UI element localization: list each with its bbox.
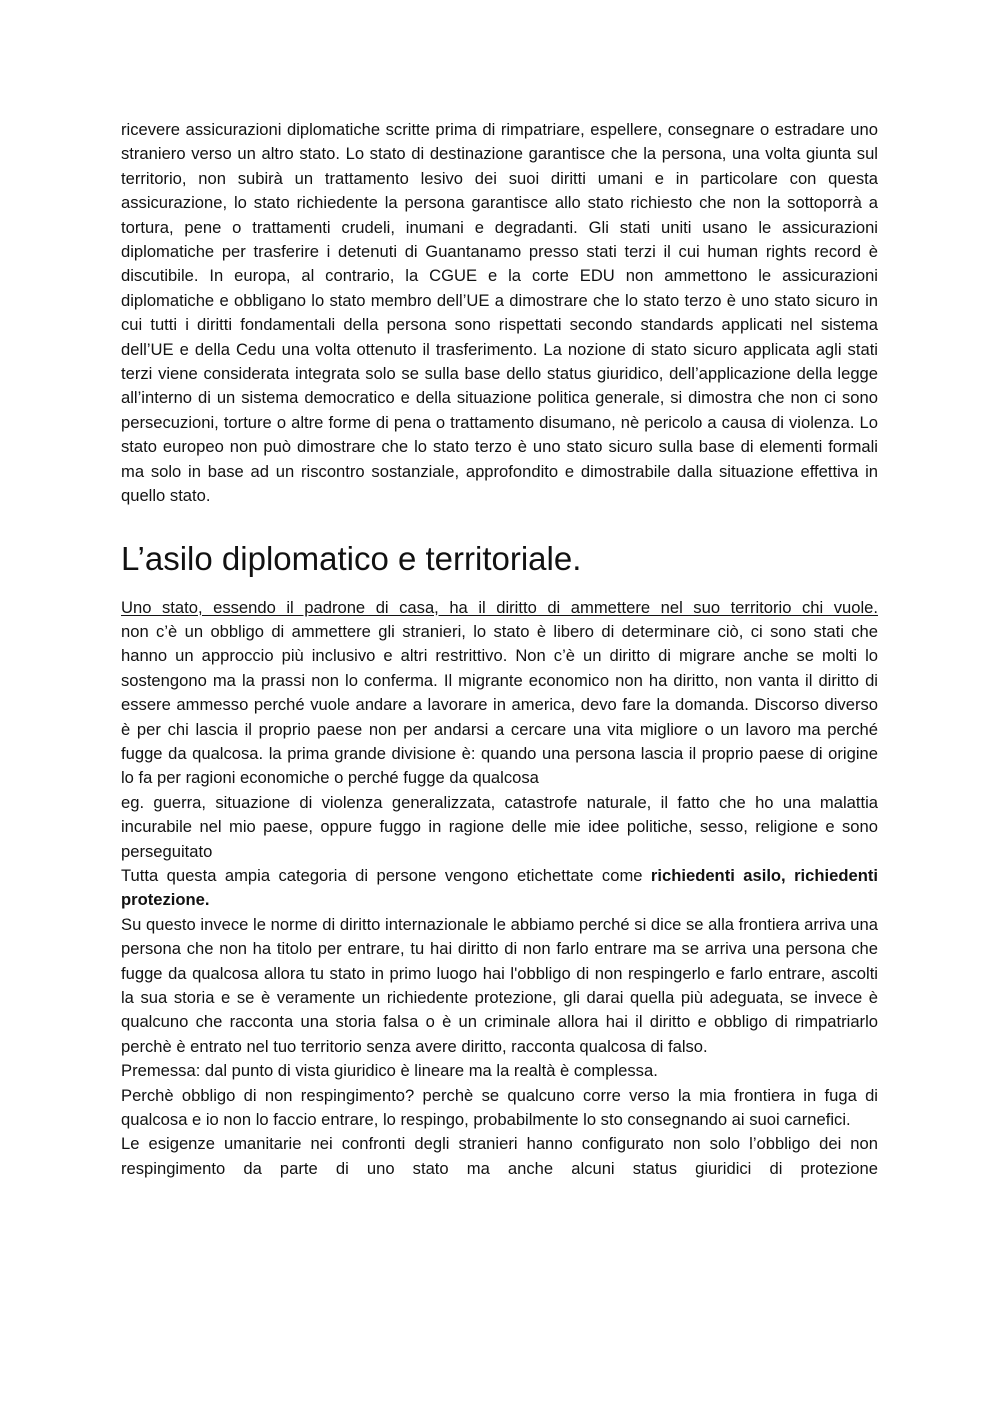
paragraph-international-norms: Su questo invece le norme di diritto internazionale le abbiamo perché si dice se alla frontiera arriva una persona che non ha titolo per entrare, tu hai diritto di non farlo entrare ma se arriva una persona che fugge da qualcosa allora tu stato in primo luogo hai l'obbligo di non respingerlo e farlo entrare, ascolti la sua storia e se è veramente un richiedente protezione, gli darai quella più adeguata, se invece è qualcuno che racconta una storia falsa o è un criminale allora hai il diritto e obbligo di rimpatriarlo perchè è entrato nel tuo territorio senza avere diritto, racconta qualcosa di falso. bbox=[121, 914, 878, 1056]
paragraph-humanitarian-needs: Le esigenze umanitarie nei confronti degli stranieri hanno configurato non solo l’obbligo dei non respingimento da parte di uno stato ma anche alcuni status giuridici di protezione bbox=[121, 1134, 878, 1178]
paragraph-non-refoulement: Perchè obbligo di non respingimento? perchè se qualcuno corre verso la mia frontiera in fuga di qualcosa e io non lo faccio entrare, lo respingo, probabilmente lo sto consegnando ai suoi carnefici. bbox=[121, 1085, 878, 1130]
paragraph-premise: Premessa: dal punto di vista giuridico è lineare ma la realtà è complessa. bbox=[121, 1061, 658, 1081]
asylum-bold-text: richiedenti asilo, richiedenti protezione. bbox=[121, 865, 878, 910]
paragraph-no-obligation: non c’è un obbligo di ammettere gli stranieri, lo stato è libero di determinare ciò, ci sono stati che hanno un approccio più inclusivo e altri restrittivo. Non c’è un diritto di migrare anche se molti lo sostengono ma la prassi non lo conferma. Il migrante economico non ha diritto, non vanta il diritto di essere ammesso perché vuole andare a lavorare in america, devo fare la domanda. Discorso diverso è per chi lascia il proprio paese non per andarsi a cercare una vita migliore o un lavoro ma perché fugge da qualcosa. la prima grande divisione è: quando una persona lascia il proprio paese di origine lo fa per ragioni economiche o perché fugge da qualcosa bbox=[121, 621, 878, 788]
document-page bbox=[121, 118, 878, 1181]
asylum-intro-text: Tutta questa ampia categoria di persone vengono etichettate come bbox=[121, 865, 651, 885]
paragraph-asylum-seekers bbox=[121, 864, 878, 913]
paragraph-examples: eg. guerra, situazione di violenza generalizzata, catastrofe naturale, il fatto che ho una malattia incurabile nel mio paese, oppure fuggo in ragione delle mie idee politiche, sesso, religione e sono perseguitato bbox=[121, 792, 878, 861]
paragraph-diplomatic-assurances: ricevere assicurazioni diplomatiche scritte prima di rimpatriare, espellere, consegnare o estradare uno straniero verso un altro stato. Lo stato di destinazione garantisce che la persona, una volta giunta sul territorio, non subirà un trattamento lesivo dei suoi diritti umani e in particolare con questa assicurazione, lo stato richiedente la persona garantisce allo stato richiesto che non la sottoporrà a tortura, pene o trattamenti crudeli, inumani e degradanti. Gli stati uniti usano le assicurazioni diplomatiche per trasferire i detenuti di Guantanamo presso stati terzi il cui human rights record è discutibile. In europa, al contrario, la CGUE e la corte EDU non ammettono le assicurazioni diplomatiche e obbligano lo stato membro dell’UE a dimostrare che lo stato terzo è uno stato sicuro in cui tutti i diritti fondamentali della persona sono rispettati secondo standards applicati nel sistema dell’UE e della Cedu una volta ottenuto il trasferimento. La nozione di stato sicuro applicata agli stati terzi viene considerata integrata solo se sulla base dello status giuridico, dell’applicazione della legge all’interno di un sistema democratico e della situazione politica generale, si dimostra che non ci sono persecuzioni, torture o altre forme di pena o trattamento disumano, nè pericolo a causa di violenza. Lo stato europeo non può dimostrare che lo stato terzo è uno stato sicuro sulla base di elementi formali ma solo in base ad un riscontro sostanziale, approfondito e dimostrabile dalla situazione effettiva in quello stato. bbox=[121, 120, 878, 506]
underlined-text: Uno stato, essendo il padrone di casa, ha il diritto di ammettere nel suo territorio chi vuole. bbox=[121, 597, 878, 617]
section-heading: L’asilo diplomatico e territoriale. bbox=[121, 539, 582, 577]
underlined-sentence bbox=[121, 596, 878, 620]
